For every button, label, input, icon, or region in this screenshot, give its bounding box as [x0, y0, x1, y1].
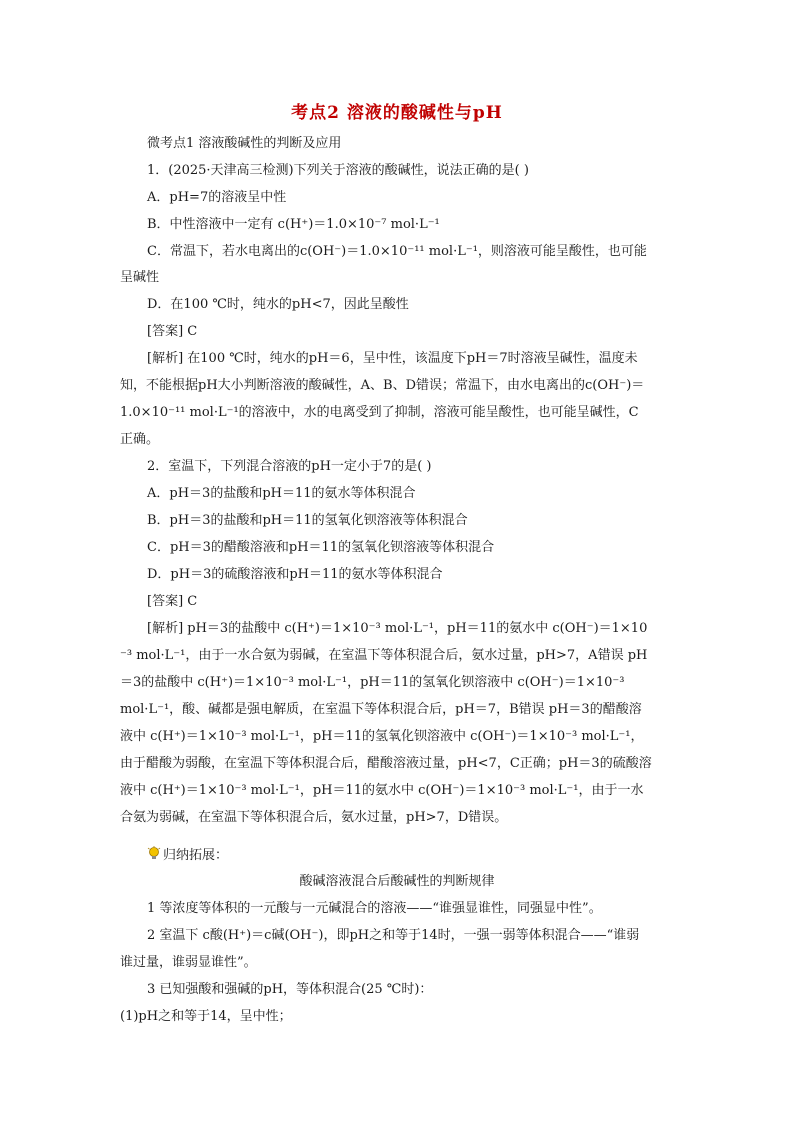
q2-option-a: A．pH＝3的盐酸和pH＝11的氨水等体积混合	[147, 486, 416, 501]
q1-option-b: B．中性溶液中一定有 c(H⁺)＝1.0×10⁻⁷ mol·L⁻¹	[147, 217, 440, 232]
q1-option-a: A．pH=7的溶液呈中性	[147, 190, 287, 205]
summary-rule: 1 等浓度等体积的一元酸与一元碱混合的溶液——“谁强显谁性，同强显中性”。	[147, 901, 602, 916]
q2-explanation-line: ＝3的盐酸中 c(H⁺)＝1×10⁻³ mol·L⁻¹，pH＝11的氢氧化钡溶液中 c(OH⁻)＝1×10⁻³	[120, 675, 625, 690]
q1-explanation-line: 正确。	[120, 432, 160, 447]
q1-explanation-line: 知，不能根据pH大小判断溶液的酸碱性，A、B、D错误；常温下，由水电离出的c(OH⁻)＝	[120, 378, 645, 393]
q1-stem: 1．(2025·天津高三检测)下列关于溶液的酸碱性，说法正确的是( )	[147, 163, 529, 178]
q1-explanation-line: 1.0×10⁻¹¹ mol·L⁻¹的溶液中，水的电离受到了抑制，溶液可能呈酸性，也可能呈碱性，C	[120, 405, 639, 420]
section-subtitle: 微考点1 溶液酸碱性的判断及应用	[147, 136, 342, 151]
summary-tag-label: 归纳拓展：	[163, 848, 229, 863]
q1-explanation-line: [解析] 在100 ℃时，纯水的pH＝6，呈中性，该温度下pH＝7时溶液呈碱性，温度未	[147, 351, 638, 366]
summary-rule: 2 室温下 c酸(H⁺)＝c碱(OH⁻)，即pH之和等于14时，一强一弱等体积混合——“谁弱	[147, 928, 640, 943]
q2-stem: 2．室温下，下列混合溶液的pH一定小于7的是( )	[147, 459, 432, 474]
q2-answer: [答案] C	[147, 594, 198, 609]
q2-option-b: B．pH＝3的盐酸和pH＝11的氢氧化钡溶液等体积混合	[147, 513, 468, 528]
q2-explanation-line: 合氨为弱碱，在室温下等体积混合后，氨水过量，pH>7，D错误。	[120, 810, 508, 825]
q1-option-c: C．常温下，若水电离出的c(OH⁻)＝1.0×10⁻¹¹ mol·L⁻¹，则溶液可能呈酸性，也可能	[147, 244, 647, 259]
summary-tag	[147, 844, 228, 863]
summary-rule: 3 已知强酸和强碱的pH，等体积混合(25 ℃时)：	[147, 982, 433, 997]
q2-explanation-line: mol·L⁻¹，酸、碱都是强电解质，在室温下等体积混合后，pH＝7，B错误 pH＝3的醋酸溶	[120, 702, 642, 717]
q1-option-c-cont: 呈碱性	[120, 270, 160, 285]
lightbulb-icon	[147, 846, 161, 862]
q1-option-d: D．在100 ℃时，纯水的pH<7，因此呈酸性	[147, 297, 409, 312]
q2-explanation-line: [解析] pH＝3的盐酸中 c(H⁺)＝1×10⁻³ mol·L⁻¹，pH＝11的氨水中 c(OH⁻)＝1×10	[147, 621, 648, 636]
summary-rule-cont: 谁过量，谁弱显谁性”。	[120, 955, 257, 970]
q1-answer: [答案] C	[147, 324, 198, 339]
q2-option-d: D．pH＝3的硫酸溶液和pH＝11的氨水等体积混合	[147, 567, 443, 582]
summary-heading: 酸碱溶液混合后酸碱性的判断规律	[299, 874, 495, 889]
q2-explanation-line: 液中 c(H⁺)＝1×10⁻³ mol·L⁻¹，pH＝11的氨水中 c(OH⁻)＝1×10⁻³ mol·L⁻¹，由于一水	[120, 783, 644, 798]
summary-rule-item: (1)pH之和等于14，呈中性；	[120, 1009, 292, 1024]
page-title: 考点2 溶液的酸碱性与pH	[291, 103, 503, 123]
q2-explanation-line: 由于醋酸为弱酸，在室温下等体积混合后，醋酸溶液过量，pH<7，C正确；pH＝3的硫酸溶	[120, 756, 652, 771]
q2-explanation-line: 液中 c(H⁺)＝1×10⁻³ mol·L⁻¹，pH＝11的氢氧化钡溶液中 c(OH⁻)＝1×10⁻³ mol·L⁻¹，	[120, 729, 644, 744]
q2-option-c: C．pH＝3的醋酸溶液和pH＝11的氢氧化钡溶液等体积混合	[147, 540, 495, 555]
q2-explanation-line: ⁻³ mol·L⁻¹，由于一水合氨为弱碱，在室温下等体积混合后，氨水过量，pH>7，A错误 pH	[120, 648, 648, 663]
